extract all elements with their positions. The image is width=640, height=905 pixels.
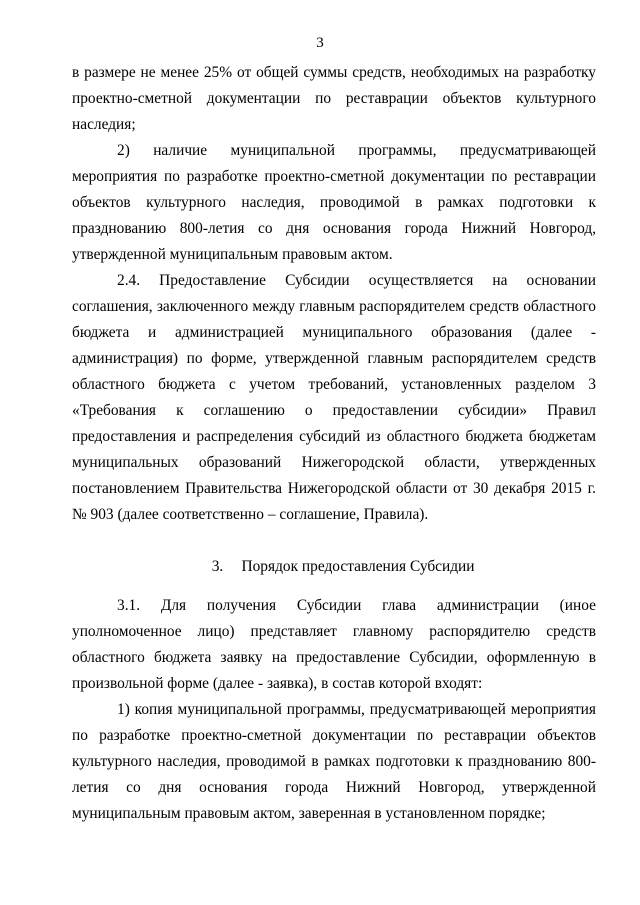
section-title: Порядок предоставления Субсидии	[241, 558, 475, 575]
paragraph-item-1: 1) копия муниципальной программы, предусматривающей мероприятия по разработке проектно-сметной документации по реставрации объектов культурного наследия, проводимой в рамках подготовки к празднованию 800-летия со дня основания города Нижний Новгород, утвержденной муниципальным правовым актом, заверенная в установленном порядке;	[72, 701, 596, 822]
paragraph-continuation: в размере не менее 25% от общей суммы средств, необходимых на разработку проектно-сметной документации по реставрации объектов культурного наследия;	[72, 64, 596, 133]
section-heading	[72, 554, 596, 580]
document-body	[72, 60, 596, 827]
paragraph-item-2: 2) наличие муниципальной программы, предусматривающей мероприятия по разработке проектно-сметной документации по реставрации объектов культурного наследия, проводимой в рамках подготовки к празднованию 800-летия со дня основания города Нижний Новгород, утвержденной муниципальным правовым актом.	[72, 142, 596, 263]
page-number: 3	[316, 35, 324, 51]
section-number: 3.	[211, 558, 224, 575]
paragraph-3-1: 3.1. Для получения Субсидии глава администрации (иное уполномоченное лицо) представляет главному распорядителю средств областного бюджета заявку на предоставление Субсидии, оформленную в произвольной форме (далее - заявка), в состав которой входят:	[72, 597, 596, 692]
paragraph-2-4: 2.4. Предоставление Субсидии осуществляется на основании соглашения, заключенного между главным распорядителем средств областного бюджета и администрацией муниципального образования (далее - администрация) по форме, утвержденной главным распорядителем средств областного бюджета с учетом требований, установленных разделом 3 «Требования к соглашению о предоставлении субсидии» Правил предоставления и распределения субсидий из областного бюджета бюджетам муниципальных образований Нижегородской области, утвержденных постановлением Правительства Нижегородской области от 30 декабря 2015 г. № 903 (далее соответственно – соглашение, Правила).	[72, 272, 596, 523]
section-spacer	[72, 580, 596, 593]
